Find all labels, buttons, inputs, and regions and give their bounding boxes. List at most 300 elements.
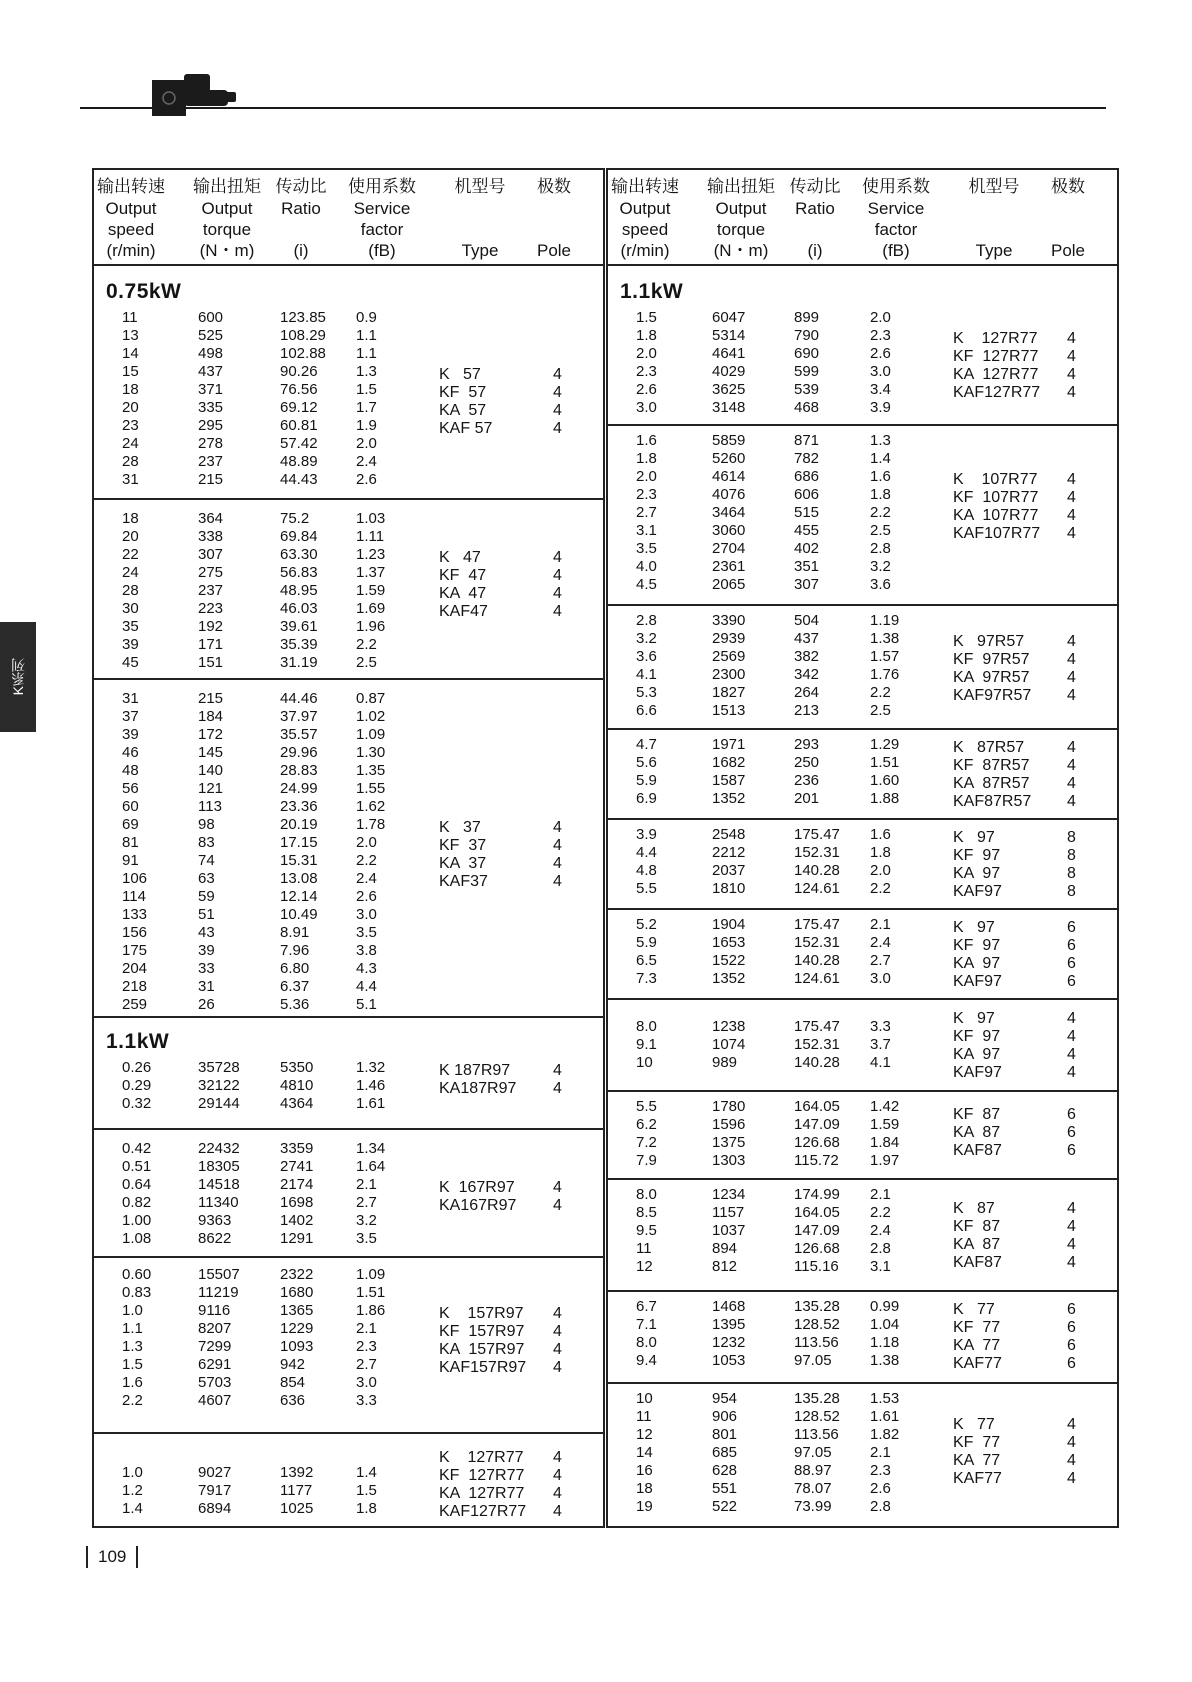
service-factor-cell: 2.2 (870, 1204, 891, 1221)
output-torque-cell: 11340 (198, 1194, 239, 1211)
output-speed-cell: 48 (122, 762, 139, 779)
type-row (608, 1045, 1117, 1064)
output-speed-cell: 20 (122, 528, 139, 545)
header-label-en: speed (107, 220, 155, 239)
gear-unit-type-cell: KA 97 (953, 865, 1001, 882)
output-torque-cell: 1810 (712, 880, 746, 897)
gear-unit-type-cell: KA 87 (953, 1124, 1001, 1142)
gear-unit-type-cell: KA 127R77 (953, 366, 1039, 383)
gear-unit-type-cell: KA187R97 (439, 1080, 517, 1097)
header-cell (93, 176, 169, 261)
pole-count-cell: 4 (1067, 1064, 1076, 1082)
output-speed-cell: 11 (636, 1240, 652, 1257)
ratio-cell: 90.26 (280, 363, 318, 380)
type-row (608, 1063, 1117, 1082)
gear-unit-type-cell: KAF157R97 (439, 1359, 527, 1376)
pole-count-cell: 4 (1067, 507, 1076, 524)
header-label-zh: 输出转速 (611, 177, 679, 196)
ratio-cell: 75.2 (280, 510, 310, 527)
output-torque-cell: 26 (198, 996, 215, 1013)
output-speed-cell: 12 (636, 1258, 653, 1275)
output-speed-cell: 218 (122, 978, 148, 995)
type-row (608, 347, 1117, 366)
power-rating-heading: 0.75kW (106, 280, 182, 303)
page-number: 109 (86, 1546, 138, 1568)
output-speed-cell: 4.5 (636, 576, 657, 593)
output-speed-cell: 1.5 (636, 309, 657, 326)
output-torque-cell: 5260 (712, 450, 746, 467)
output-torque-cell: 8622 (198, 1230, 232, 1247)
pole-count-cell: 6 (1067, 919, 1076, 936)
service-factor-cell: 4.3 (356, 960, 377, 977)
output-speed-cell: 4.7 (636, 736, 657, 753)
right-column-header (608, 170, 1117, 266)
gear-unit-type-cell: KF 87R57 (953, 757, 1030, 774)
pole-count-cell: 4 (1067, 525, 1076, 542)
output-torque-cell: 989 (712, 1054, 738, 1071)
ratio-cell: 402 (794, 540, 820, 557)
output-speed-cell: 5.5 (636, 1098, 657, 1115)
service-factor-cell: 4.1 (870, 1054, 891, 1071)
output-torque-cell: 1352 (712, 970, 746, 987)
output-speed-cell: 28 (122, 582, 139, 599)
output-torque-cell: 98 (198, 816, 215, 833)
output-speed-cell: 1.8 (636, 327, 657, 344)
type-row (94, 1448, 603, 1467)
gear-unit-type-cell: KA 87 (953, 1235, 1001, 1253)
output-torque-cell: 1468 (712, 1298, 746, 1315)
section-divider (608, 728, 1117, 730)
section-divider (608, 1178, 1117, 1180)
pole-count-cell: 4 (1067, 384, 1076, 401)
ratio-cell: 175.47 (794, 1018, 840, 1035)
ratio-cell: 6.80 (280, 960, 310, 977)
output-torque-cell: 278 (198, 435, 224, 452)
output-torque-cell: 22432 (198, 1140, 240, 1157)
table-row (608, 432, 1117, 450)
output-torque-cell: 74 (198, 852, 215, 869)
pole-count-cell: 4 (553, 1467, 562, 1484)
service-factor-cell: 1.23 (356, 546, 386, 563)
pole-count-cell: 8 (1067, 829, 1076, 846)
gear-unit-type-cell: KF 127R77 (439, 1467, 525, 1484)
service-factor-cell: 1.03 (356, 510, 386, 527)
output-speed-cell: 45 (122, 654, 139, 671)
service-factor-cell: 2.1 (356, 1176, 377, 1193)
service-factor-cell: 1.09 (356, 726, 386, 743)
gear-unit-type-cell: KF 77 (953, 1434, 1001, 1452)
output-speed-cell: 31 (122, 690, 139, 707)
type-row (94, 1466, 603, 1485)
pole-count-cell: 6 (1067, 1319, 1076, 1336)
ratio-cell: 2174 (280, 1176, 314, 1193)
ratio-cell: 29.96 (280, 744, 318, 761)
type-row (608, 756, 1117, 775)
type-row (608, 954, 1117, 973)
ratio-cell: 102.88 (280, 345, 326, 362)
service-factor-cell: 1.3 (356, 363, 377, 380)
output-speed-cell: 9.5 (636, 1222, 657, 1239)
service-factor-cell: 1.8 (870, 486, 891, 503)
header-cell (701, 176, 781, 261)
output-torque-cell: 6047 (712, 309, 746, 326)
output-speed-cell: 14 (122, 345, 139, 362)
type-row (608, 1415, 1117, 1434)
pole-count-cell: 4 (553, 384, 562, 401)
power-rating-heading: 1.1kW (620, 280, 684, 303)
gear-unit-type-cell: KF 107R77 (953, 489, 1039, 506)
output-speed-cell: 2.2 (122, 1392, 143, 1409)
type-row (94, 566, 603, 585)
output-torque-cell: 1303 (712, 1152, 746, 1169)
ratio-cell: 1680 (280, 1284, 314, 1301)
service-factor-cell: 3.2 (356, 1212, 377, 1229)
ratio-cell: 4810 (280, 1077, 314, 1094)
table-row (608, 1498, 1117, 1516)
series-side-tab (0, 622, 36, 732)
output-torque-cell: 1780 (712, 1098, 746, 1115)
ratio-cell: 1698 (280, 1194, 314, 1211)
service-factor-cell: 1.3 (870, 432, 891, 449)
service-factor-cell: 3.0 (870, 363, 891, 380)
header-label-en (271, 219, 331, 240)
service-factor-cell: 2.7 (356, 1356, 377, 1373)
type-row (608, 774, 1117, 793)
output-speed-cell: 0.32 (122, 1095, 152, 1112)
output-speed-cell: 4.4 (636, 844, 657, 861)
service-factor-cell: 1.04 (870, 1316, 900, 1333)
output-speed-cell: 24 (122, 435, 139, 452)
ratio-cell: 2741 (280, 1158, 314, 1175)
pole-count-cell: 6 (1067, 955, 1076, 972)
header-label-zh: 输出扭矩 (707, 177, 775, 196)
type-row (608, 650, 1117, 669)
service-factor-cell: 1.37 (356, 564, 386, 581)
service-factor-cell: 2.6 (356, 888, 377, 905)
gear-unit-type-cell: KA 47 (439, 585, 487, 602)
header-label-en: Pole (536, 241, 572, 260)
selection-table (92, 168, 1119, 1528)
table-row (94, 708, 603, 726)
service-factor-cell: 2.8 (870, 1498, 891, 1515)
gear-unit-type-cell: KAF37 (439, 873, 488, 890)
ratio-cell: 140.28 (794, 1054, 840, 1071)
output-speed-cell: 1.6 (636, 432, 657, 449)
ratio-cell: 455 (794, 522, 820, 539)
output-speed-cell: 7.9 (636, 1152, 657, 1169)
output-speed-cell: 0.29 (122, 1077, 152, 1094)
output-speed-cell: 8.0 (636, 1018, 657, 1035)
series-side-tab-label: K系列 (10, 658, 26, 696)
service-factor-cell: 1.42 (870, 1098, 900, 1115)
ratio-cell: 152.31 (794, 934, 840, 951)
ratio-cell: 606 (794, 486, 820, 503)
gear-unit-type-cell: KA 107R77 (953, 507, 1039, 524)
output-torque-cell: 51 (198, 906, 215, 923)
header-cell (1043, 176, 1093, 261)
service-factor-cell: 1.9 (356, 417, 377, 434)
service-factor-cell: 4.4 (356, 978, 377, 995)
service-factor-cell: 2.2 (870, 684, 891, 701)
output-speed-cell: 31 (122, 471, 139, 488)
output-torque-cell: 2569 (712, 648, 746, 665)
ratio-cell: 1177 (280, 1482, 313, 1499)
output-speed-cell: 204 (122, 960, 148, 977)
output-torque-cell: 2361 (712, 558, 746, 575)
gear-unit-type-cell: KF 97 (953, 1028, 1001, 1046)
output-speed-cell: 5.9 (636, 934, 657, 951)
section-divider (608, 998, 1117, 1000)
output-speed-cell: 3.2 (636, 630, 657, 647)
ratio-cell: 5.36 (280, 996, 310, 1013)
header-label-zh: 机型号 (968, 177, 1020, 196)
ratio-cell: 468 (794, 399, 820, 416)
ratio-cell: 56.83 (280, 564, 318, 581)
output-speed-cell: 28 (122, 453, 139, 470)
gear-unit-type-cell: KF 47 (439, 567, 487, 584)
table-row (94, 528, 603, 546)
output-speed-cell: 2.0 (636, 468, 657, 485)
section-divider (94, 498, 603, 500)
gear-unit-type-cell: KAF97 (953, 1064, 1002, 1082)
output-speed-cell: 35 (122, 618, 139, 635)
header-cell (785, 176, 845, 261)
pole-count-cell: 4 (1067, 633, 1076, 650)
header-label-en: speed (621, 220, 669, 239)
pole-count-cell: 6 (1067, 1124, 1076, 1142)
service-factor-cell: 1.61 (870, 1408, 900, 1425)
output-torque-cell: 628 (712, 1462, 738, 1479)
service-factor-cell: 2.5 (870, 522, 891, 539)
ratio-cell: 97.05 (794, 1444, 832, 1461)
output-speed-cell: 15 (122, 363, 139, 380)
type-row (608, 1253, 1117, 1272)
service-factor-cell: 2.2 (870, 504, 891, 521)
pole-count-cell: 4 (1067, 687, 1076, 704)
gear-unit-type-cell: KA 37 (439, 855, 487, 872)
type-row (608, 488, 1117, 507)
pole-count-cell: 4 (1067, 1010, 1076, 1028)
pole-count-cell: 6 (1067, 1337, 1076, 1354)
output-speed-cell: 1.0 (122, 1302, 143, 1319)
gear-unit-type-cell: KAF87 (953, 1253, 1002, 1271)
output-torque-cell: 9027 (198, 1464, 232, 1481)
output-speed-cell: 6.7 (636, 1298, 657, 1315)
ratio-cell: 504 (794, 612, 820, 629)
output-speed-cell: 4.1 (636, 666, 657, 683)
output-torque-cell: 6894 (198, 1500, 232, 1517)
gear-unit-type-cell: KA 77 (953, 1452, 1001, 1470)
gear-unit-type-cell: KA 77 (953, 1337, 1001, 1354)
type-row (608, 882, 1117, 901)
output-torque-cell: 2548 (712, 826, 746, 843)
gear-unit-type-cell: KAF97R57 (953, 687, 1032, 704)
table-row (94, 453, 603, 471)
gear-unit-type-cell: KF 97 (953, 847, 1001, 864)
pole-count-cell: 4 (553, 1341, 562, 1358)
header-label-en: (r/min) (106, 241, 156, 260)
output-speed-cell: 23 (122, 417, 139, 434)
section-divider (94, 1016, 603, 1018)
output-speed-cell: 30 (122, 600, 139, 617)
gear-unit-type-cell: KA167R97 (439, 1197, 517, 1214)
type-row (94, 818, 603, 837)
header-label-en: (r/min) (620, 241, 670, 260)
output-torque-cell: 4641 (712, 345, 746, 362)
type-row (608, 846, 1117, 865)
pole-count-cell: 6 (1067, 1106, 1076, 1124)
table-row (94, 345, 603, 363)
output-torque-cell: 215 (198, 690, 224, 707)
output-torque-cell: 151 (198, 654, 224, 671)
ratio-cell: 28.83 (280, 762, 318, 779)
output-speed-cell: 259 (122, 996, 148, 1013)
output-speed-cell: 2.3 (636, 363, 657, 380)
pole-count-cell: 4 (1067, 1434, 1076, 1452)
ratio-cell: 63.30 (280, 546, 318, 563)
output-torque-cell: 1352 (712, 790, 746, 807)
output-torque-cell: 364 (198, 510, 224, 527)
gear-unit-type-cell: K 187R97 (439, 1062, 511, 1079)
ratio-cell: 126.68 (794, 1240, 840, 1257)
service-factor-cell: 1.6 (870, 468, 891, 485)
header-label-en: Output (105, 199, 157, 218)
header-label-en (949, 219, 1039, 240)
gear-unit-type-cell: KF 87 (953, 1217, 1001, 1235)
type-row (94, 383, 603, 402)
header-label-zh: 使用系数 (862, 177, 930, 196)
ratio-cell: 128.52 (794, 1408, 840, 1425)
pole-count-cell: 4 (553, 855, 562, 872)
section-divider (608, 1290, 1117, 1292)
header-label-en (529, 198, 579, 219)
header-label-en: Output (715, 199, 767, 218)
output-torque-cell: 1074 (712, 1036, 746, 1053)
ratio-cell: 293 (794, 736, 820, 753)
pole-count-cell: 4 (1067, 739, 1076, 756)
ratio-cell: 10.49 (280, 906, 318, 923)
type-row (94, 365, 603, 384)
table-row (94, 924, 603, 942)
ratio-cell: 351 (794, 558, 820, 575)
output-speed-cell: 6.9 (636, 790, 657, 807)
ratio-cell: 147.09 (794, 1222, 840, 1239)
gear-unit-type-cell: KAF47 (439, 603, 488, 620)
gear-unit-type-cell: KAF87 (953, 1142, 1002, 1160)
output-speed-cell: 0.60 (122, 1266, 152, 1283)
output-torque-cell: 4076 (712, 486, 746, 503)
header-cell (529, 176, 579, 261)
output-speed-cell: 18 (122, 510, 139, 527)
service-factor-cell: 2.0 (356, 435, 377, 452)
service-factor-cell: 1.60 (870, 772, 900, 789)
ratio-cell: 76.56 (280, 381, 318, 398)
output-torque-cell: 338 (198, 528, 224, 545)
service-factor-cell: 3.3 (356, 1392, 377, 1409)
ratio-cell: 140.28 (794, 862, 840, 879)
type-row (608, 1451, 1117, 1470)
header-label-en (1043, 219, 1093, 240)
header-cell (949, 176, 1039, 261)
ratio-cell: 1291 (280, 1230, 314, 1247)
service-factor-cell: 2.5 (870, 702, 891, 719)
output-torque-cell: 223 (198, 600, 224, 617)
service-factor-cell: 1.4 (870, 450, 891, 467)
service-factor-cell: 3.7 (870, 1036, 891, 1053)
type-row (608, 470, 1117, 489)
type-row (94, 1304, 603, 1323)
service-factor-cell: 1.38 (870, 630, 900, 647)
service-factor-cell: 1.59 (356, 582, 386, 599)
table-row (608, 612, 1117, 630)
output-torque-cell: 121 (198, 780, 224, 797)
output-torque-cell: 113 (198, 798, 222, 815)
output-torque-cell: 8207 (198, 1320, 232, 1337)
type-row (608, 972, 1117, 991)
type-row (608, 668, 1117, 687)
service-factor-cell: 2.2 (870, 880, 891, 897)
pole-count-cell: 8 (1067, 847, 1076, 864)
type-row (608, 1300, 1117, 1319)
output-torque-cell: 685 (712, 1444, 738, 1461)
ratio-cell: 636 (280, 1392, 306, 1409)
service-factor-cell: 1.97 (870, 1152, 900, 1169)
table-row (94, 960, 603, 978)
service-factor-cell: 2.6 (870, 1480, 891, 1497)
ratio-cell: 17.15 (280, 834, 318, 851)
output-torque-cell: 15507 (198, 1266, 240, 1283)
pole-count-cell: 4 (1067, 1217, 1076, 1235)
output-speed-cell: 6.6 (636, 702, 657, 719)
service-factor-cell: 3.1 (870, 1258, 891, 1275)
type-row (608, 1027, 1117, 1046)
service-factor-cell: 3.9 (870, 399, 891, 416)
gear-unit-type-cell: KF 57 (439, 384, 487, 401)
header-label-zh: 传动比 (275, 177, 327, 196)
section-divider (608, 604, 1117, 606)
type-row (608, 792, 1117, 811)
output-torque-cell: 1037 (712, 1222, 746, 1239)
ratio-cell: 147.09 (794, 1116, 840, 1133)
pole-count-cell: 4 (553, 1179, 562, 1196)
output-speed-cell: 12 (636, 1426, 653, 1443)
output-torque-cell: 1904 (712, 916, 746, 933)
section-divider (94, 1432, 603, 1434)
output-torque-cell: 551 (712, 1480, 738, 1497)
output-speed-cell: 9.1 (636, 1036, 657, 1053)
output-speed-cell: 13 (122, 327, 139, 344)
service-factor-cell: 1.69 (356, 600, 386, 617)
service-factor-cell: 3.5 (356, 924, 377, 941)
pole-count-cell: 4 (1067, 1416, 1076, 1434)
table-row (94, 690, 603, 708)
gear-unit-type-cell: K 37 (439, 819, 481, 836)
service-factor-cell: 1.61 (356, 1095, 386, 1112)
ratio-cell: 12.14 (280, 888, 318, 905)
ratio-cell: 46.03 (280, 600, 318, 617)
service-factor-cell: 0.9 (356, 309, 377, 326)
output-speed-cell: 5.3 (636, 684, 657, 701)
service-factor-cell: 2.4 (870, 934, 891, 951)
output-speed-cell: 91 (122, 852, 139, 869)
pole-count-cell: 6 (1067, 1142, 1076, 1160)
output-torque-cell: 6291 (198, 1356, 232, 1373)
pole-count-cell: 4 (553, 567, 562, 584)
ratio-cell: 115.72 (794, 1152, 839, 1169)
service-factor-cell: 3.0 (870, 970, 891, 987)
type-row (608, 1354, 1117, 1373)
table-row (94, 309, 603, 327)
